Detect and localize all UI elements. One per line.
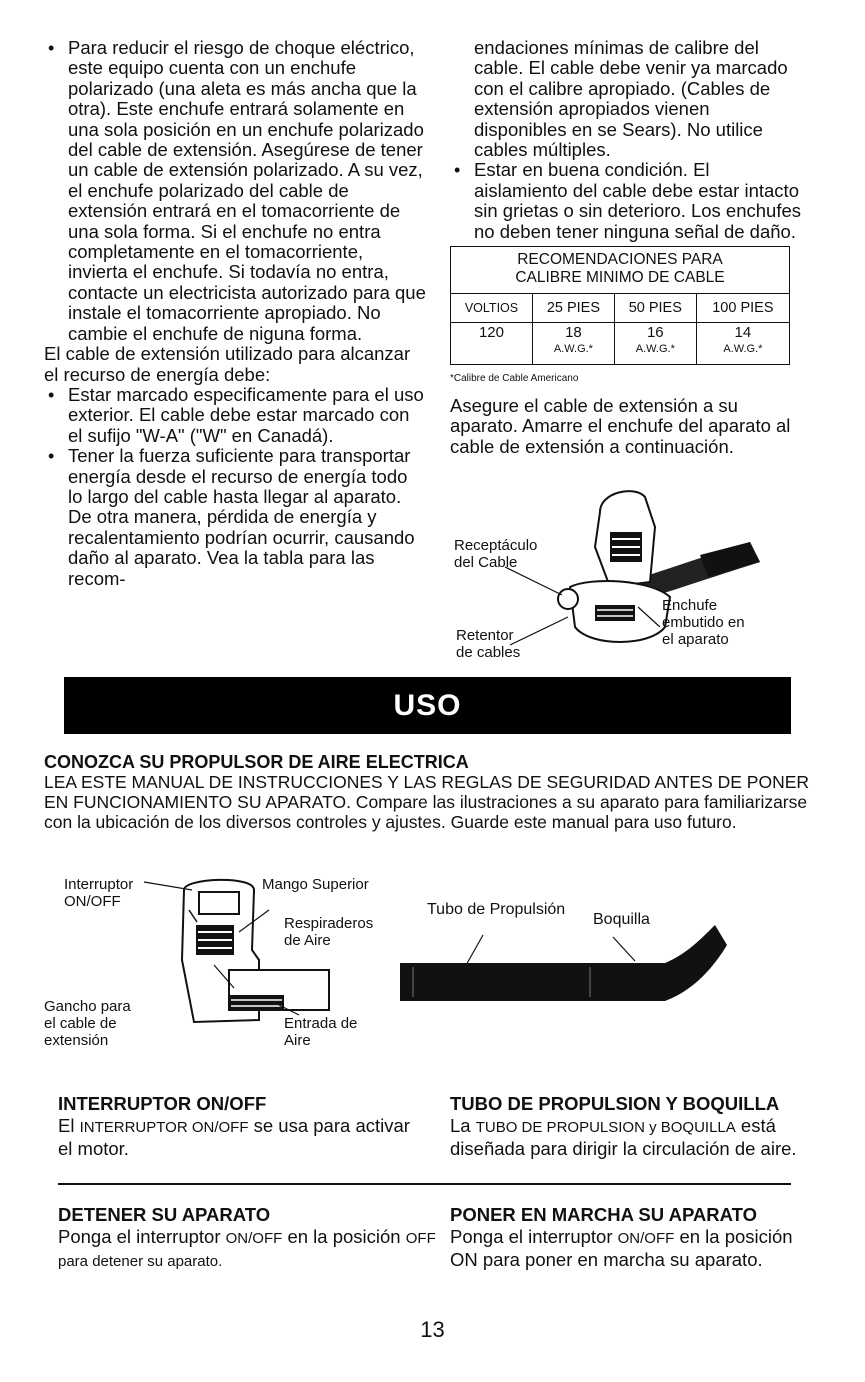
- cord-retainer-figure: [450, 487, 810, 667]
- section-banner: [64, 677, 791, 734]
- retainer-label: [456, 627, 520, 661]
- gauge-cell: [614, 323, 696, 365]
- left-column: [44, 38, 426, 589]
- table-header-cell: 100 PIES: [696, 294, 789, 323]
- switch-text-part: se usa para activar el motor.: [58, 1115, 410, 1159]
- retainer-label-line-1: Retentor: [456, 627, 514, 644]
- gauge-unit: A.W.G.*: [635, 343, 675, 356]
- retainer-label-line-2: de cables: [456, 644, 521, 661]
- tube-nozzle-figure: [395, 895, 735, 1015]
- switch-section: [58, 1094, 418, 1159]
- attach-cord-text: Asegure el cable de extensión a su aparato. Amarre el enchufe del aparato al cable de extensión a continuación.: [450, 394, 791, 457]
- tube-section: [450, 1094, 820, 1159]
- air-inlet-label: [284, 1015, 357, 1049]
- cord-hook-label-line-1: Gancho para: [44, 998, 131, 1015]
- stop-text-smallcaps: OFF para detener su aparato.: [58, 1230, 436, 1270]
- table-header-row: [451, 294, 790, 323]
- handle-label: Mango Superior: [262, 876, 369, 893]
- stop-heading: DETENER SU APARATO: [58, 1204, 271, 1225]
- gauge-value: 18: [565, 324, 582, 342]
- cord-hook-label-line-3: extensión: [44, 1032, 109, 1049]
- tube-heading: TUBO DE PROPULSION Y BOQUILLA: [450, 1093, 780, 1114]
- plug-label-line-3: el aparato: [662, 631, 729, 648]
- tube-label: Tubo de Propulsión: [427, 901, 566, 918]
- nozzle-label: Boquilla: [593, 911, 650, 928]
- table-header-cell: 50 PIES: [614, 294, 696, 323]
- switch-heading: INTERRUPTOR ON/OFF: [58, 1093, 267, 1114]
- table-row: [451, 323, 790, 365]
- recommendations-continuation: endaciones mínimas de calibre del cable. El cable debe venir ya marcado con el calibre apropiado. (Cables de extensión apropiados vienen disponibles en se Sears). No utilice cables múltiples.: [474, 37, 788, 161]
- stop-text-part: en la posición: [287, 1226, 401, 1248]
- plug-label: [662, 597, 745, 648]
- table-header-cell: 25 PIES: [532, 294, 614, 323]
- air-inlet-label-line-2: Aire: [284, 1032, 311, 1049]
- switch-label-line-2: ON/OFF: [64, 893, 121, 910]
- vents-label: [284, 915, 373, 949]
- vents-label-line-2: de Aire: [284, 932, 331, 949]
- good-condition-bullet: • Estar en buena condición. El aislamiento del cable debe estar intacto sin grietas o sin deterioro. Los enchufes no deben tener ninguna señal de daño.: [450, 160, 805, 242]
- table-title-line-1: RECOMENDACIONES PARA: [517, 251, 723, 269]
- switch-label-line-1: Interruptor: [64, 876, 134, 893]
- start-heading: PONER EN MARCHA SU APARATO: [450, 1204, 757, 1225]
- gauge-unit: A.W.G.*: [723, 343, 763, 356]
- section-divider: [58, 1183, 791, 1185]
- table-title: [451, 247, 790, 294]
- receptacle-label: [454, 537, 537, 571]
- receptacle-label-line-2: del Cable: [454, 554, 518, 571]
- air-inlet-label-line-1: Entrada de: [284, 1015, 358, 1032]
- cord-hook-label: [44, 998, 131, 1049]
- table-header-cell: VOLTIOS: [451, 294, 533, 323]
- know-text: LEA ESTE MANUAL DE INSTRUCCIONES Y LAS REGLAS DE SEGURIDAD ANTES DE PONER EN FUNCIONAMIENTO SU APARATO. Compare las ilustraciones a su aparato para familiarizarse con la ubicación de los diversos controles y ajustes. Guarde este manual para uso futuro.: [44, 772, 810, 832]
- start-text-smallcaps: ON/OFF: [617, 1230, 675, 1248]
- tube-text: [450, 1116, 820, 1159]
- switch-text-smallcaps: INTERRUPTOR ON/OFF: [79, 1119, 249, 1137]
- start-text: [450, 1227, 820, 1270]
- vents-label-line-1: Respiraderos: [284, 915, 374, 932]
- gauge-cell: [532, 323, 614, 365]
- know-heading: CONOZCA SU PROPULSOR DE AIRE ELECTRICA: [44, 752, 469, 772]
- outdoor-marking-bullet: • Estar marcado especificamente para el uso exterior. El cable debe estar marcado con el sufijo "W-A" ("W" en Canadá).: [44, 385, 426, 446]
- voltage-cell: 120: [451, 323, 533, 365]
- page-number: 13: [420, 1317, 445, 1342]
- gauge-value: 14: [734, 324, 752, 342]
- plug-label-line-2: embutido en: [662, 614, 745, 631]
- start-section: [450, 1205, 820, 1270]
- start-text-part: Ponga el interruptor: [450, 1226, 613, 1248]
- stop-text-smallcaps: ON/OFF: [225, 1230, 283, 1248]
- stop-text: [58, 1227, 438, 1272]
- switch-label: [64, 876, 133, 910]
- cord-hook-label-line-2: el cable de: [44, 1015, 117, 1032]
- stop-text-part: Ponga el interruptor: [58, 1226, 221, 1248]
- extension-cord-intro: El cable de extensión utilizado para alcanzar el recurso de energía debe:: [44, 343, 411, 385]
- polarized-plug-bullet: • Para reducir el riesgo de choque eléctrico, este equipo cuenta con un enchufe polarizado (una aleta es más ancha que la otra). Este enchufe entrará solamente en una sola posición en un enchufe polarizado del cable de extensión. Asegúrese de tener un cable de extensión polarizado. A su vez, el enchufe polarizado del cable de extensión entrará en el tomacorriente de una sola forma. Si el enchufe no entra completamente en el tomacorriente, invierta el enchufe. Si todavía no entra, contacte un electricista autorizado para que instale el tomacorriente apropiado. No cambie el enchufe de niguna forma.: [44, 38, 426, 344]
- start-text-part: en la posición ON para poner en marcha su aparato.: [450, 1226, 793, 1270]
- plug-label-line-1: Enchufe: [662, 597, 718, 614]
- banner-title: USO: [393, 688, 462, 722]
- switch-text: [58, 1116, 418, 1159]
- switch-text-part: El: [58, 1115, 75, 1137]
- gauge-value: 16: [646, 324, 664, 342]
- cable-gauge-table: [450, 246, 790, 365]
- tube-text-part: está diseñada para dirigir la circulación de aire.: [450, 1115, 797, 1159]
- wire-strength-bullet: • Tener la fuerza suficiente para transportar energía desde el recurso de energía todo lo largo del cable hasta llegar al aparato. De otra manera, pérdida de energía y recalentamiento podrían ocurrir, causando daño al aparato. Vea la tabla para las recom-: [44, 446, 426, 589]
- tube-text-smallcaps: TUBO DE PROPULSION y BOQUILLA: [475, 1119, 736, 1137]
- table-footnote: *Calibre de Cable Americano: [450, 373, 579, 385]
- receptacle-label-line-1: Receptáculo: [454, 537, 538, 554]
- right-column: [450, 38, 805, 457]
- stop-section: [58, 1205, 438, 1272]
- gauge-cell: [696, 323, 789, 365]
- know-your-blower-section: [44, 752, 814, 832]
- table-title-line-2: CALIBRE MINIMO DE CABLE: [515, 269, 725, 287]
- tube-text-part: La: [450, 1115, 471, 1137]
- gauge-unit: A.W.G.*: [553, 343, 593, 356]
